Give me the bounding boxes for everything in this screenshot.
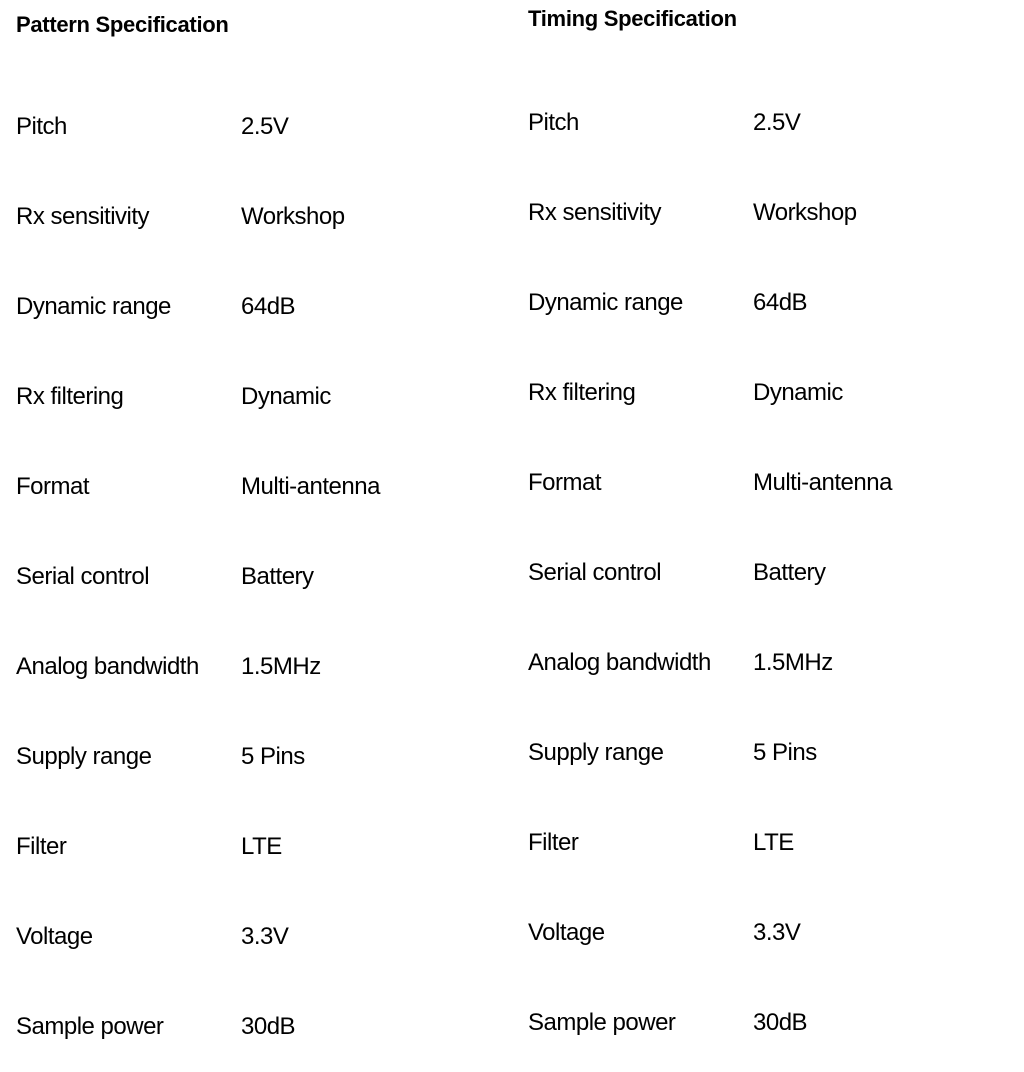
panel-title: Timing Specification <box>528 6 737 31</box>
spec-label: Filter <box>16 833 67 860</box>
spec-label: Rx filtering <box>528 379 636 406</box>
spec-value: 64dB <box>241 293 296 320</box>
spec-panel-right <box>512 0 1012 1036</box>
spec-panel-left <box>0 0 500 1040</box>
spec-list <box>528 78 1012 1068</box>
spec-label: Format <box>528 469 602 496</box>
spec-value: Battery <box>241 563 314 590</box>
spec-row <box>528 258 1012 348</box>
spec-label: Dynamic range <box>16 293 171 320</box>
spec-row <box>16 892 500 982</box>
spec-value: 30dB <box>241 1013 296 1040</box>
spec-value: 30dB <box>753 1009 808 1036</box>
spec-value: Multi-antenna <box>241 473 380 500</box>
spec-label: Serial control <box>16 563 150 590</box>
spec-row <box>528 888 1012 978</box>
spec-label: Rx sensitivity <box>528 199 662 226</box>
spec-label: Pitch <box>528 109 579 136</box>
spec-row <box>16 802 500 892</box>
spec-value: 5 Pins <box>241 743 305 770</box>
spec-row <box>528 438 1012 528</box>
spec-row <box>16 712 500 802</box>
spec-value: 2.5V <box>241 113 289 140</box>
spec-row <box>528 528 1012 618</box>
spec-row <box>16 352 500 442</box>
spec-row <box>528 168 1012 258</box>
panel-title: Pattern Specification <box>16 12 229 37</box>
spec-row <box>16 532 500 622</box>
spec-row <box>528 798 1012 888</box>
spec-value: Battery <box>753 559 826 586</box>
spec-row <box>16 82 500 172</box>
spec-row <box>16 262 500 352</box>
spec-label: Rx filtering <box>16 383 124 410</box>
spec-value: 3.3V <box>241 923 289 950</box>
spec-value: Workshop <box>241 203 345 230</box>
spec-value: 1.5MHz <box>753 649 833 676</box>
spec-row <box>16 982 500 1072</box>
spec-value: LTE <box>241 833 282 860</box>
spec-value: 5 Pins <box>753 739 817 766</box>
spec-value: Workshop <box>753 199 857 226</box>
spec-label: Filter <box>528 829 579 856</box>
spec-label: Analog bandwidth <box>16 653 199 680</box>
spec-row <box>528 708 1012 798</box>
spec-label: Analog bandwidth <box>528 649 711 676</box>
spec-label: Voltage <box>16 923 93 950</box>
spec-value: Dynamic <box>753 379 843 406</box>
spec-row <box>528 348 1012 438</box>
spec-row <box>16 442 500 532</box>
spec-row <box>16 172 500 262</box>
spec-label: Dynamic range <box>528 289 683 316</box>
spec-row <box>528 618 1012 708</box>
spec-value: 64dB <box>753 289 808 316</box>
spec-label: Voltage <box>528 919 605 946</box>
spec-label: Supply range <box>16 743 152 770</box>
spec-label: Format <box>16 473 90 500</box>
spec-list <box>16 82 500 1072</box>
spec-value: LTE <box>753 829 794 856</box>
spec-value: 1.5MHz <box>241 653 321 680</box>
spec-row <box>528 978 1012 1068</box>
spec-label: Sample power <box>528 1009 676 1036</box>
spec-value: 3.3V <box>753 919 801 946</box>
spec-value: Dynamic <box>241 383 331 410</box>
spec-row <box>528 78 1012 168</box>
spec-label: Pitch <box>16 113 67 140</box>
spec-label: Rx sensitivity <box>16 203 150 230</box>
spec-label: Sample power <box>16 1013 164 1040</box>
spec-value: 2.5V <box>753 109 801 136</box>
spec-value: Multi-antenna <box>753 469 892 496</box>
spec-label: Serial control <box>528 559 662 586</box>
spec-row <box>16 622 500 712</box>
spec-label: Supply range <box>528 739 664 766</box>
